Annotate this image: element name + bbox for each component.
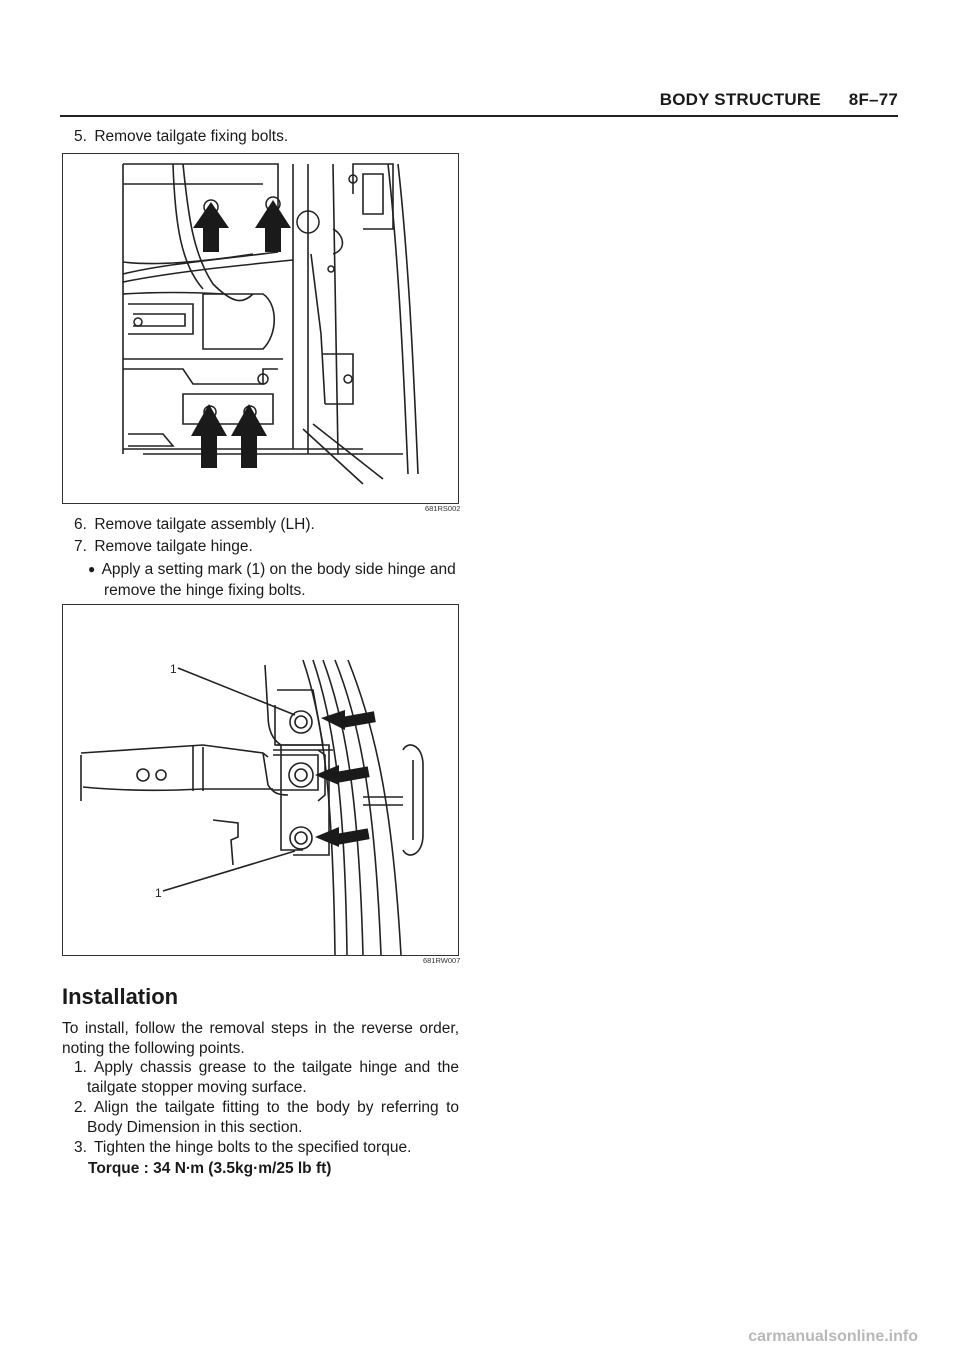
section-name: BODY STRUCTURE bbox=[659, 90, 821, 109]
tailgate-hinge-illustration bbox=[63, 605, 458, 955]
page-header bbox=[60, 86, 898, 116]
arrow-icons bbox=[191, 200, 291, 468]
installation-step-3: 3. Tighten the hinge bolts to the specified torque. bbox=[74, 1139, 412, 1156]
bullet-icon: ● bbox=[88, 562, 96, 576]
hinge-label-top: 1 bbox=[170, 662, 177, 676]
hinge-bolt-icons bbox=[137, 711, 313, 849]
figure-tailgate-bolts bbox=[62, 153, 459, 504]
header-title bbox=[660, 90, 898, 110]
tailgate-bolts-illustration bbox=[63, 154, 458, 503]
installation-step-2: 2. Align the tailgate fitting to the body by referring to Body Dimension in this section. bbox=[74, 1099, 459, 1136]
installation-title: Installation bbox=[62, 984, 179, 1009]
bullet-setting-mark: ● Apply a setting mark (1) on the body side hinge and remove the hinge fixing bolts. bbox=[88, 561, 456, 599]
step-5: 5. Remove tailgate fixing bolts. bbox=[74, 128, 289, 145]
step-6: 6. Remove tailgate assembly (LH). bbox=[74, 516, 315, 533]
step-7: 7. Remove tailgate hinge. bbox=[74, 538, 253, 555]
torque-spec: Torque : 34 N∙m (3.5kg·m/25 lb ft) bbox=[88, 1160, 332, 1177]
installation-intro: To install, follow the removal steps in the reverse order, noting the following points. bbox=[62, 1020, 459, 1057]
installation-step-1: 1. Apply chassis grease to the tailgate hinge and the tailgate stopper moving surface. bbox=[74, 1059, 459, 1096]
figure2-code: 681RW007 bbox=[423, 956, 461, 965]
header-rule bbox=[60, 115, 898, 117]
hinge-label-bottom: 1 bbox=[155, 886, 162, 900]
figure-tailgate-hinge bbox=[62, 604, 459, 956]
watermark-text: carmanualsonline.info bbox=[748, 1328, 918, 1345]
figure1-code: 681RS002 bbox=[425, 504, 461, 513]
page-number: 8F–77 bbox=[848, 90, 898, 109]
